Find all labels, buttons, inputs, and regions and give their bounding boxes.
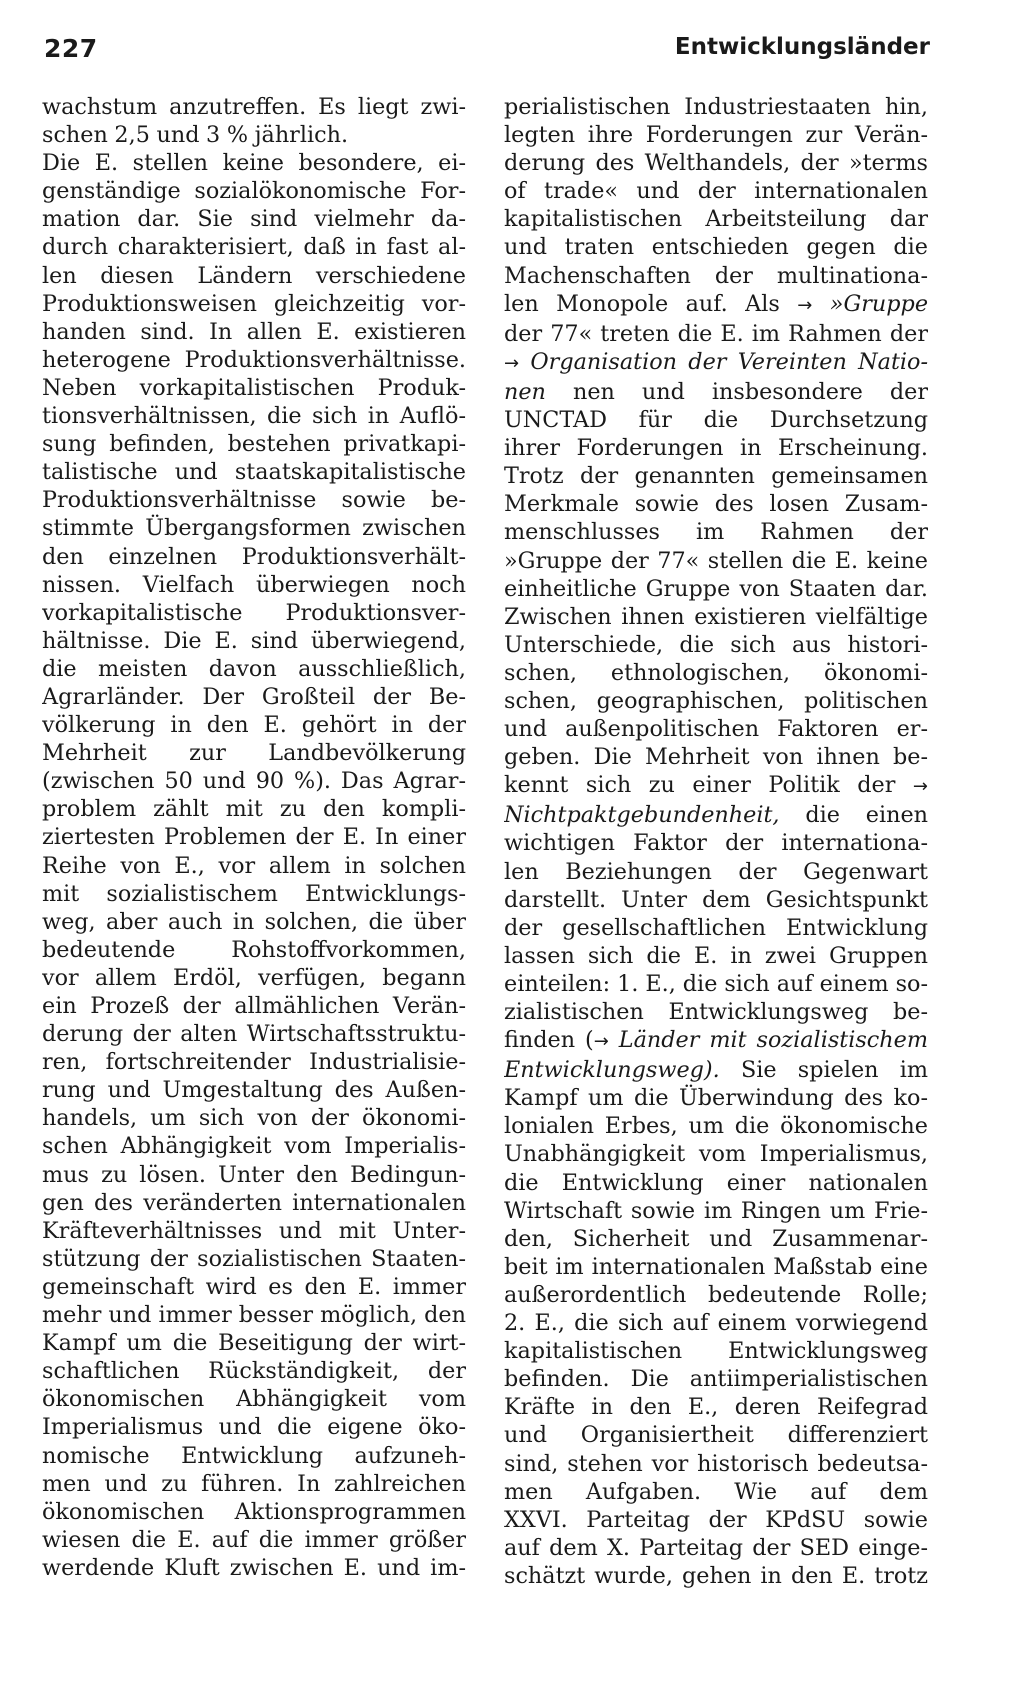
- text-run: len Beziehungen der Gegenwart: [504, 858, 928, 885]
- cross-reference-arrow-icon: →: [504, 352, 520, 374]
- text-line: [504, 1026, 928, 1056]
- running-title: Entwicklungsländer: [674, 34, 930, 60]
- text-run: legten ihre Forderungen zur Verän-: [504, 122, 928, 149]
- text-run: Kräfteverhältnisses und mit Unter-: [42, 1217, 466, 1244]
- text-line: [504, 998, 928, 1026]
- text-run: Zwischen ihnen existieren vielfältige: [504, 603, 928, 630]
- text-run: mehr und immer besser möglich, den: [42, 1302, 466, 1329]
- text-line: [504, 1112, 928, 1140]
- text-line: [42, 852, 466, 880]
- cross-reference-link: nen: [504, 378, 546, 405]
- cross-reference-link: Nichtpaktgebundenheit,: [504, 802, 780, 829]
- left-column: [42, 93, 466, 1582]
- text-line: [42, 233, 466, 261]
- cross-reference-arrow-icon: →: [593, 1031, 609, 1053]
- text-run: schen 2,5 und 3 % jährlich.: [42, 122, 349, 149]
- text-line: [504, 575, 928, 603]
- text-line: [42, 1301, 466, 1329]
- text-line: [42, 346, 466, 374]
- text-run: 2. E., die sich auf einem vorwiegend: [504, 1310, 928, 1337]
- text-run: len Monopole auf. Als: [504, 290, 780, 317]
- cross-reference-arrow-icon: →: [797, 294, 813, 316]
- text-run: und traten entschieden gegen die: [504, 234, 928, 261]
- text-line: [42, 1245, 466, 1273]
- text-run: und außenpolitischen Faktoren er-: [504, 716, 928, 743]
- text-run: Unabhängigkeit vom Imperialismus,: [504, 1141, 928, 1168]
- text-line: [504, 1169, 928, 1197]
- text-run: schen Abhängigkeit vom Imperialis-: [42, 1133, 466, 1160]
- text-line: [42, 683, 466, 711]
- text-run: Mehrheit zur Landbevölkerung: [42, 740, 466, 767]
- text-run: mus zu lösen. Unter den Bedingun-: [42, 1161, 466, 1188]
- text-run: Machenschaften der multinationa-: [504, 262, 928, 289]
- text-line: [504, 490, 928, 518]
- text-run: beit im internationalen Maßstab eine: [504, 1253, 928, 1280]
- text-line: [504, 547, 928, 575]
- text-line: [42, 992, 466, 1020]
- text-line: [504, 1225, 928, 1253]
- text-run: Unterschiede, die sich aus histori-: [504, 631, 928, 658]
- text-line: [504, 1450, 928, 1478]
- text-run: lonialen Erbes, um die ökonomische: [504, 1113, 928, 1140]
- text-run: geben. Die Mehrheit von ihnen be-: [504, 744, 928, 771]
- text-line: [504, 177, 928, 205]
- text-run: Die E. stellen keine besondere, ei-: [42, 150, 466, 177]
- text-line: [42, 1385, 466, 1413]
- text-run: stützung der sozialistischen Staaten-: [42, 1245, 466, 1272]
- text-run: Wirtschaft sowie im Ringen um Frie-: [504, 1197, 928, 1224]
- text-line: [504, 771, 928, 801]
- text-line: [42, 1442, 466, 1470]
- text-line: [504, 1562, 928, 1590]
- text-line: [42, 964, 466, 992]
- text-line: [42, 1076, 466, 1104]
- cross-reference-arrow-icon: →: [912, 776, 928, 798]
- text-line: [42, 1413, 466, 1441]
- text-run: außerordentlich bedeutende Rolle;: [504, 1281, 928, 1308]
- page-number: 227: [44, 34, 98, 63]
- text-line: [504, 434, 928, 462]
- text-line: [42, 543, 466, 571]
- text-run: hältnisse. Die E. sind überwiegend,: [42, 627, 466, 654]
- text-run: len diesen Ländern verschiedene: [42, 262, 466, 289]
- text-line: [504, 914, 928, 942]
- text-line: [42, 402, 466, 430]
- text-run: schen, geographischen, politischen: [504, 687, 928, 714]
- text-run: kapitalistischen Entwicklungsweg: [504, 1338, 928, 1365]
- text-run: den einzelnen Produktionsverhält-: [42, 543, 466, 570]
- text-line: [42, 908, 466, 936]
- text-run: derung des Welthandels, der »terms: [504, 150, 928, 177]
- text-run: Kampf um die Beseitigung der wirt-: [42, 1330, 466, 1357]
- text-line: [504, 687, 928, 715]
- cross-reference-link: Länder mit sozialistischem: [618, 1027, 928, 1054]
- text-line: [42, 1329, 466, 1357]
- text-run: Agrarländer. Der Großteil der Be-: [42, 683, 466, 710]
- text-line: [42, 486, 466, 514]
- text-line: [504, 462, 928, 490]
- text-run: Sie spielen im: [740, 1057, 928, 1084]
- text-line: [42, 627, 466, 655]
- text-run: mation dar. Sie sind vielmehr da-: [42, 206, 466, 233]
- text-run: gen des veränderten internationalen: [42, 1189, 466, 1216]
- text-line: [42, 571, 466, 599]
- text-run: ziertesten Problemen der E. In einer: [42, 824, 466, 851]
- text-run: völkerung in den E. gehört in der: [42, 712, 466, 739]
- text-line: [42, 262, 466, 290]
- text-line: [504, 801, 928, 829]
- text-line: [42, 121, 466, 149]
- text-run: heterogene Produktionsverhältnisse.: [42, 346, 466, 373]
- text-run: menschlusses im Rahmen der: [504, 519, 928, 546]
- text-line: [42, 430, 466, 458]
- text-run: wichtigen Faktor der internationa-: [504, 830, 928, 857]
- text-line: [504, 1534, 928, 1562]
- text-run: Imperialismus und die eigene öko-: [42, 1414, 466, 1441]
- text-run: UNCTAD für die Durchsetzung: [504, 407, 928, 434]
- text-line: [504, 1478, 928, 1506]
- text-run: men und zu führen. In zahlreichen: [42, 1470, 466, 1497]
- text-run: kennt sich zu einer Politik der: [504, 772, 896, 799]
- text-line: [504, 1506, 928, 1534]
- text-run: Produktionsweisen gleichzeitig vor-: [42, 290, 466, 317]
- text-line: [504, 121, 928, 149]
- text-line: [504, 518, 928, 546]
- text-run: sung befinden, bestehen privatkapi-: [42, 431, 466, 458]
- text-line: [504, 406, 928, 434]
- text-run: ren, fortschreitender Industrialisie-: [42, 1049, 466, 1076]
- text-run: durch charakterisiert, daß in fast al-: [42, 234, 466, 261]
- text-line: [42, 1048, 466, 1076]
- text-run: darstellt. Unter dem Gesichtspunkt: [504, 886, 928, 913]
- text-run: vorkapitalistische Produktionsver-: [42, 599, 466, 626]
- right-column: [504, 93, 928, 1590]
- text-line: [504, 205, 928, 233]
- text-run: sind, stehen vor historisch bedeutsa-: [504, 1450, 928, 1477]
- text-run: schen, ethnologischen, ökonomi-: [504, 659, 928, 686]
- text-run: tionsverhältnissen, die sich in Auflö-: [42, 403, 466, 430]
- text-line: [504, 1309, 928, 1337]
- text-line: [504, 149, 928, 177]
- text-line: [504, 1393, 928, 1421]
- text-line: [42, 1498, 466, 1526]
- text-line: [504, 659, 928, 687]
- text-run: Kräfte in den E., deren Reifegrad: [504, 1394, 928, 1421]
- text-line: [42, 458, 466, 486]
- text-line: [42, 936, 466, 964]
- text-line: [42, 1161, 466, 1189]
- text-run: die meisten davon ausschließlich,: [42, 655, 466, 682]
- text-run: ökonomischen Aktionsprogrammen: [42, 1498, 466, 1525]
- text-run: die Entwicklung einer nationalen: [504, 1169, 928, 1196]
- text-run: men Aufgaben. Wie auf dem: [504, 1478, 928, 1505]
- text-run: einheitliche Gruppe von Staaten dar.: [504, 575, 928, 602]
- text-line: [504, 320, 928, 348]
- text-run: ihrer Forderungen in Erscheinung.: [504, 435, 928, 462]
- text-line: [42, 1470, 466, 1498]
- text-run: schaftlichen Rückständigkeit, der: [42, 1358, 466, 1385]
- text-run: talistische und staatskapitalistische: [42, 459, 466, 486]
- text-line: [504, 348, 928, 378]
- text-line: [504, 970, 928, 998]
- text-line: [42, 374, 466, 402]
- text-line: [42, 739, 466, 767]
- text-run: »Gruppe der 77« stellen die E. keine: [504, 547, 928, 574]
- text-line: [42, 1526, 466, 1554]
- text-line: [504, 1281, 928, 1309]
- text-line: [504, 1337, 928, 1365]
- text-line: [42, 514, 466, 542]
- text-line: [504, 1253, 928, 1281]
- text-line: [504, 378, 928, 406]
- text-run: Trotz der genannten gemeinsamen: [504, 463, 928, 490]
- text-run: problem zählt mit zu den kompli-: [42, 796, 466, 823]
- text-line: [42, 795, 466, 823]
- text-run: den, Sicherheit und Zusammenar-: [504, 1225, 928, 1252]
- text-line: [42, 599, 466, 627]
- text-run: rung und Umgestaltung des Außen-: [42, 1077, 466, 1104]
- text-line: [504, 743, 928, 771]
- text-run: zialistischen Entwicklungsweg be-: [504, 999, 928, 1025]
- text-line: [42, 767, 466, 795]
- cross-reference-link: »Gruppe: [829, 290, 928, 317]
- text-line: [42, 1104, 466, 1132]
- text-run: handels, um sich von der ökonomi-: [42, 1105, 466, 1132]
- text-run: ein Prozeß der allmählichen Verän-: [42, 993, 466, 1019]
- text-run: (zwischen 50 und 90 %). Das Agrar-: [42, 768, 466, 795]
- text-run: auf dem X. Parteitag der SED einge-: [504, 1534, 928, 1561]
- text-run: schätzt wurde, gehen in den E. trotz: [504, 1562, 928, 1589]
- text-run: mit sozialistischem Entwicklungs-: [42, 880, 466, 907]
- text-line: [42, 318, 466, 346]
- text-run: vor allem Erdöl, verfügen, begann: [42, 964, 466, 991]
- text-line: [504, 1084, 928, 1112]
- text-run: der 77« treten die E. im Rahmen der: [504, 320, 928, 347]
- text-line: [42, 149, 466, 177]
- text-run: Produktionsverhältnisse sowie be-: [42, 487, 466, 514]
- text-line: [42, 880, 466, 908]
- text-line: [42, 93, 466, 121]
- text-run: ökonomischen Abhängigkeit vom: [42, 1386, 466, 1413]
- text-run: genständige sozialökonomische For-: [42, 178, 466, 205]
- text-line: [504, 290, 928, 320]
- text-line: [42, 290, 466, 318]
- text-line: [42, 177, 466, 205]
- text-line: [504, 233, 928, 261]
- text-run: werdende Kluft zwischen E. und im-: [42, 1554, 466, 1581]
- text-line: [504, 829, 928, 857]
- text-run: nen und insbesondere der: [572, 378, 928, 405]
- text-line: [504, 1365, 928, 1393]
- text-run: gemeinschaft wird es den E. immer: [42, 1273, 466, 1300]
- text-line: [504, 858, 928, 886]
- text-line: [42, 205, 466, 233]
- text-run: die einen: [805, 802, 928, 829]
- text-line: [42, 1132, 466, 1160]
- text-line: [42, 1217, 466, 1245]
- text-line: [504, 1140, 928, 1168]
- text-run: wachstum anzutreffen. Es liegt zwi-: [42, 94, 466, 120]
- text-run: of trade« und der internationalen: [504, 178, 928, 205]
- text-run: wiesen die E. auf die immer größer: [42, 1526, 466, 1553]
- text-line: [504, 1421, 928, 1449]
- text-line: [504, 715, 928, 743]
- text-line: [504, 886, 928, 914]
- text-line: [42, 1357, 466, 1385]
- text-run: lassen sich die E. in zwei Gruppen: [504, 942, 928, 969]
- text-run: perialistischen Industriestaaten hin,: [504, 94, 928, 120]
- text-line: [504, 93, 928, 121]
- text-run: bedeutende Rohstoffvorkommen,: [42, 936, 466, 963]
- text-line: [42, 1020, 466, 1048]
- text-run: Kampf um die Überwindung des ko-: [504, 1085, 928, 1112]
- text-run: Merkmale sowie des losen Zusam-: [504, 491, 928, 518]
- text-line: [504, 631, 928, 659]
- text-line: [42, 711, 466, 739]
- text-run: kapitalistischen Arbeitsteilung dar: [504, 206, 928, 233]
- text-run: nomische Entwicklung aufzuneh-: [42, 1442, 466, 1469]
- text-line: [42, 1189, 466, 1217]
- text-line: [504, 603, 928, 631]
- cross-reference-link: Organisation der Vereinten Natio-: [530, 348, 928, 375]
- text-run: weg, aber auch in solchen, die über: [42, 908, 466, 935]
- text-run: und Organisiertheit differenziert: [504, 1422, 928, 1449]
- text-run: Reihe von E., vor allem in solchen: [42, 852, 466, 879]
- text-run: stimmte Übergangsformen zwischen: [42, 515, 466, 542]
- text-line: [504, 1056, 928, 1084]
- text-line: [504, 942, 928, 970]
- text-line: [504, 262, 928, 290]
- text-run: derung der alten Wirtschaftsstruktu-: [42, 1021, 466, 1048]
- text-run: Neben vorkapitalistischen Produk-: [42, 374, 466, 401]
- text-line: [42, 1273, 466, 1301]
- text-line: [42, 655, 466, 683]
- text-run: handen sind. In allen E. existieren: [42, 318, 466, 345]
- text-line: [42, 823, 466, 851]
- cross-reference-link: Entwicklungsweg).: [504, 1057, 720, 1084]
- text-run: nissen. Vielfach überwiegen noch: [42, 571, 466, 598]
- text-run: XXVI. Parteitag der KPdSU sowie: [504, 1506, 928, 1533]
- text-run: befinden. Die antiimperialistischen: [504, 1366, 928, 1393]
- text-line: [42, 1554, 466, 1582]
- text-run: finden (: [504, 1027, 594, 1054]
- text-run: der gesellschaftlichen Entwicklung: [504, 914, 928, 941]
- text-line: [504, 1197, 928, 1225]
- text-run: einteilen: 1. E., die sich auf einem so-: [504, 970, 928, 997]
